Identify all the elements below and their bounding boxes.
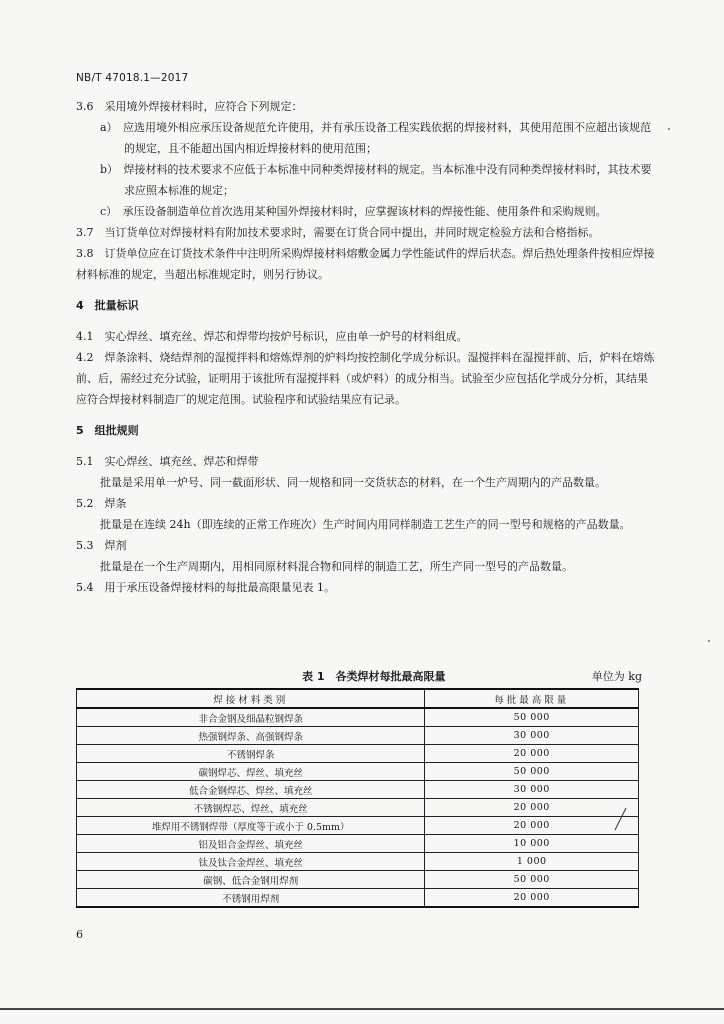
- scan-bottom-edge: [0, 1008, 724, 1010]
- table-cell-limit: 20 000: [425, 817, 639, 835]
- clause-5-3: 5.3 焊剂: [76, 539, 127, 552]
- table-row: [77, 781, 639, 799]
- section-4-heading: 4 批量标识: [76, 299, 139, 312]
- pen-mark-icon: [612, 806, 628, 832]
- clause-5-1: 5.1 实心焊丝、填充丝、焊芯和焊带: [76, 455, 259, 468]
- scan-speck: [668, 128, 670, 130]
- clause-5-4: 5.4 用于承压设备焊接材料的每批最高限量见表 1。: [76, 581, 335, 594]
- page-number: 6: [76, 928, 83, 941]
- table-cell-category: 堆焊用不锈钢焊带（厚度等于或小于 0.5mm）: [77, 817, 425, 835]
- table-cell-limit: 30 000: [425, 727, 639, 745]
- clause-5-2-text: 批量是在连续 24h（即连续的正常工作班次）生产时间内用同样制造工艺生产的同一型号和规格的产品数量。: [100, 518, 631, 531]
- clause-3-6-a: a） 应选用境外相应承压设备规范允许使用，并有承压设备工程实践依据的焊接材料，其使用范围不应超出该规范的规定，且不能超出国内相近焊接材料的使用范围；: [100, 121, 652, 155]
- table-cell-limit: 20 000: [425, 889, 639, 908]
- table-cell-category: 碳钢、低合金钢用焊剂: [77, 871, 425, 889]
- batch-limit-table: [76, 688, 639, 908]
- clause-3-6: 3.6 采用境外焊接材料时，应符合下列规定：: [76, 100, 303, 113]
- table-caption: 表 1 各类焊材每批最高限量: [302, 670, 446, 683]
- body-text: [76, 96, 656, 598]
- table-row: [77, 763, 639, 781]
- clause-5-1-text: 批量是采用单一炉号、同一截面形状、同一规格和同一交货状态的材料，在一个生产周期内的产品数量。: [100, 476, 606, 489]
- clause-3-6-c: c） 承压设备制造单位首次选用某种国外焊接材料时，应掌握该材料的焊接性能、使用条件和采购规则。: [100, 205, 607, 218]
- table-cell-category: 铝及铝合金焊丝、填充丝: [77, 835, 425, 853]
- table-caption-row: [76, 668, 656, 688]
- table-cell-limit: 50 000: [425, 763, 639, 781]
- clause-5-2: 5.2 焊条: [76, 497, 127, 510]
- table-cell-category: 热强钢焊条、高强钢焊条: [77, 727, 425, 745]
- section-5-heading: 5 组批规则: [76, 424, 139, 437]
- table-cell-category: 不锈钢焊芯、焊丝、填充丝: [77, 799, 425, 817]
- table-row: [77, 835, 639, 853]
- scan-speck: [708, 640, 710, 642]
- clause-4-1: 4.1 实心焊丝、填充丝、焊芯和焊带均按炉号标识，应由单一炉号的材料组成。: [76, 330, 468, 343]
- table-cell-limit: 1 000: [425, 853, 639, 871]
- table-row: [77, 889, 639, 908]
- table-header-row: [77, 689, 639, 708]
- table-cell-category: 钛及钛合金焊丝、填充丝: [77, 853, 425, 871]
- table-cell-limit: 50 000: [425, 708, 639, 727]
- table-row: [77, 745, 639, 763]
- table-cell-category: 不锈钢用焊剂: [77, 889, 425, 908]
- table-cell-category: 碳钢焊芯、焊丝、填充丝: [77, 763, 425, 781]
- table-cell-limit: 20 000: [425, 799, 639, 817]
- clause-5-3-text: 批量是在一个生产周期内，用相同原材料混合物和同样的制造工艺，所生产同一型号的产品数量。: [100, 560, 573, 573]
- table-row: [77, 727, 639, 745]
- table-cell-limit: 30 000: [425, 781, 639, 799]
- clause-3-7: 3.7 当订货单位对焊接材料有附加技术要求时，需要在订货合同中提出，并同时规定检验方法和合格指标。: [76, 226, 600, 239]
- column-header-category: 焊接材料类别: [77, 689, 425, 708]
- table-row: [77, 799, 639, 817]
- table-cell-limit: 50 000: [425, 871, 639, 889]
- clause-3-6-b: b） 焊接材料的技术要求不应低于本标准中同种类焊接材料的规定。当本标准中没有同种类焊接材料时，其技术要求应照本标准的规定；: [100, 163, 652, 197]
- table-row: [77, 853, 639, 871]
- table-cell-category: 低合金钢焊芯、焊丝、填充丝: [77, 781, 425, 799]
- clause-4-2: 4.2 焊条涂料、烧结焊剂的湿搅拌料和熔炼焊剂的炉料均按控制化学成分标识。湿搅拌料在湿搅拌前、后，炉料在熔炼前、后，需经过充分试验，证明用于该批所有湿搅拌料（或炉料）的成分相当。试验至少应包括化学成分分析，其结果应符合焊接材料制造厂的规定范围。试验程序和试验结果应有记录。: [76, 351, 655, 406]
- column-header-limit: 每批最高限量: [425, 689, 639, 708]
- table-cell-category: 非合金钢及细晶粒钢焊条: [77, 708, 425, 727]
- table-row: [77, 817, 639, 835]
- table-cell-limit: 10 000: [425, 835, 639, 853]
- table-unit: 单位为 kg: [591, 670, 642, 683]
- clause-3-8: 3.8 订货单位应在订货技术条件中注明所采购焊接材料熔敷金属力学性能试件的焊后状态。焊后热处理条件按相应焊接材料标准的规定，当超出标准规定时，则另行协议。: [76, 247, 655, 281]
- table-cell-limit: 20 000: [425, 745, 639, 763]
- table-cell-category: 不锈钢焊条: [77, 745, 425, 763]
- standard-code: NB/T 47018.1—2017: [76, 72, 189, 84]
- table-row: [77, 708, 639, 727]
- table-row: [77, 871, 639, 889]
